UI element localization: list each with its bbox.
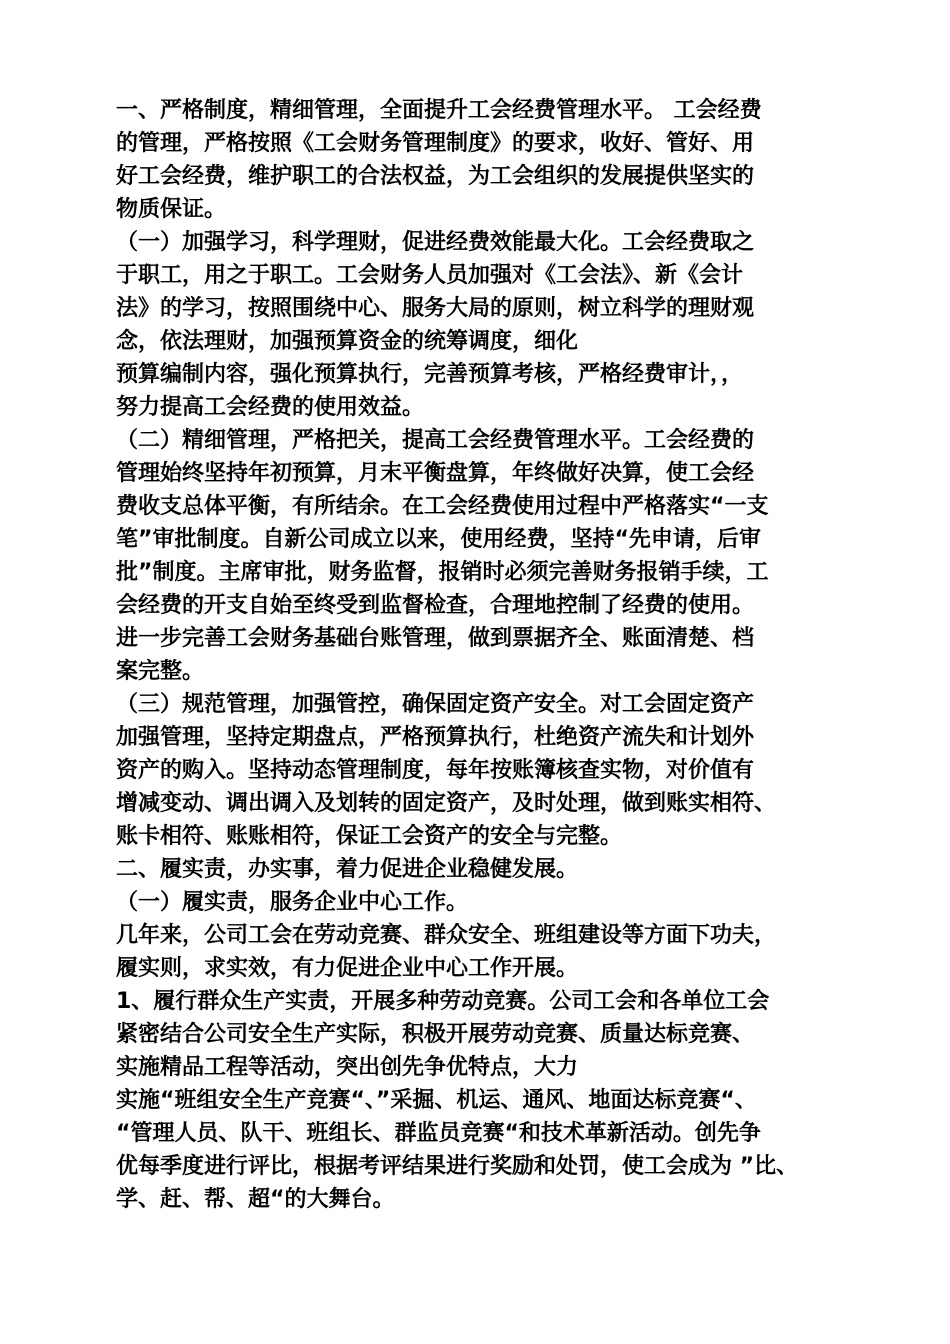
text-line: 管理始终坚持年初预算，月末平衡盘算，年终做好决算，使工会经	[116, 461, 755, 486]
text-line: 费收支总体平衡，有所结余。在工会经费使用过程中严格落实“一支	[116, 494, 769, 519]
text-line: 实施“班组安全生产竞赛“、”采掘、机运、通风、地面达标竞赛“、	[116, 1088, 757, 1113]
text-line: 学、赶、帮、超“的大舞台。	[116, 1187, 395, 1212]
text-line: 增减变动、调出调入及划转的固定资产，及时处理，做到账实相符、	[116, 791, 777, 816]
text-line: （一）履实责，服务企业中心工作。	[116, 890, 469, 915]
text-line: 实施精品工程等活动，突出创先争优特点，大力	[116, 1055, 579, 1080]
text-line: 努力提高工会经费的使用效益。	[116, 395, 425, 420]
text-line: 1、履行群众生产实责，开展多种劳动竞赛。公司工会和各单位工会	[116, 989, 770, 1014]
text-line: 资产的购入。坚持动态管理制度，每年按账簿核查实物，对价值有	[116, 758, 755, 783]
text-line: 账卡相符、账账相符，保证工会资产的安全与完整。	[116, 824, 623, 849]
text-line: 二、履实责，办实事，着力促进企业稳健发展。	[116, 857, 579, 882]
text-line: 于职工，用之于职工。工会财务人员加强对《工会法》、新《会计	[116, 263, 744, 288]
text-line: 笔”审批制度。自新公司成立以来，使用经费，坚持“先申请，后审	[116, 527, 761, 552]
text-line: 念，依法理财，加强预算资金的统筹调度，细化	[116, 329, 579, 354]
text-line: 几年来，公司工会在劳动竞赛、群众安全、班组建设等方面下功夫，	[116, 923, 777, 948]
text-line: 一、严格制度，精细管理，全面提升工会经费管理水平。 工会经费	[116, 98, 762, 123]
text-line: （三）规范管理，加强管控，确保固定资产安全。对工会固定资产	[116, 692, 755, 717]
text-line: 法》的学习，按照围绕中心、服务大局的原则，树立科学的理财观	[116, 296, 755, 321]
text-line: 优每季度进行评比，根据考评结果进行奖励和处罚，使工会成为 ”比、	[116, 1154, 799, 1179]
text-line: 批”制度。主席审批，财务监督，报销时必须完善财务报销手续，工	[116, 560, 769, 585]
text-line: （一）加强学习，科学理财，促进经费效能最大化。工会经费取之	[116, 230, 755, 255]
text-line: 预算编制内容，强化预算执行，完善预算考核，严格经费审计，，	[116, 362, 744, 387]
text-line: 好工会经费，维护职工的合法权益，为工会组织的发展提供坚实的	[116, 164, 755, 189]
text-line: （二）精细管理，严格把关，提高工会经费管理水平。工会经费的	[116, 428, 755, 453]
text-line: 案完整。	[116, 659, 205, 684]
text-line: 会经费的开支自始至终受到监督检查，合理地控制了经费的使用。	[116, 593, 755, 618]
text-line: “管理人员、队干、班组长、群监员竞赛“和技术革新活动。创先争	[116, 1121, 761, 1146]
text-line: 的管理，严格按照《工会财务管理制度》的要求，收好、管好、用	[116, 131, 755, 156]
text-line: 紧密结合公司安全生产实际，积极开展劳动竞赛、质量达标竞赛、	[116, 1022, 755, 1047]
text-line: 物质保证。	[116, 197, 227, 222]
text-line: 加强管理，坚持定期盘点，严格预算执行，杜绝资产流失和计划外	[116, 725, 755, 750]
text-line: 进一步完善工会财务基础台账管理，做到票据齐全、账面清楚、档	[116, 626, 755, 651]
text-line: 履实则，求实效，有力促进企业中心工作开展。	[116, 956, 579, 981]
document-body	[116, 94, 876, 1216]
